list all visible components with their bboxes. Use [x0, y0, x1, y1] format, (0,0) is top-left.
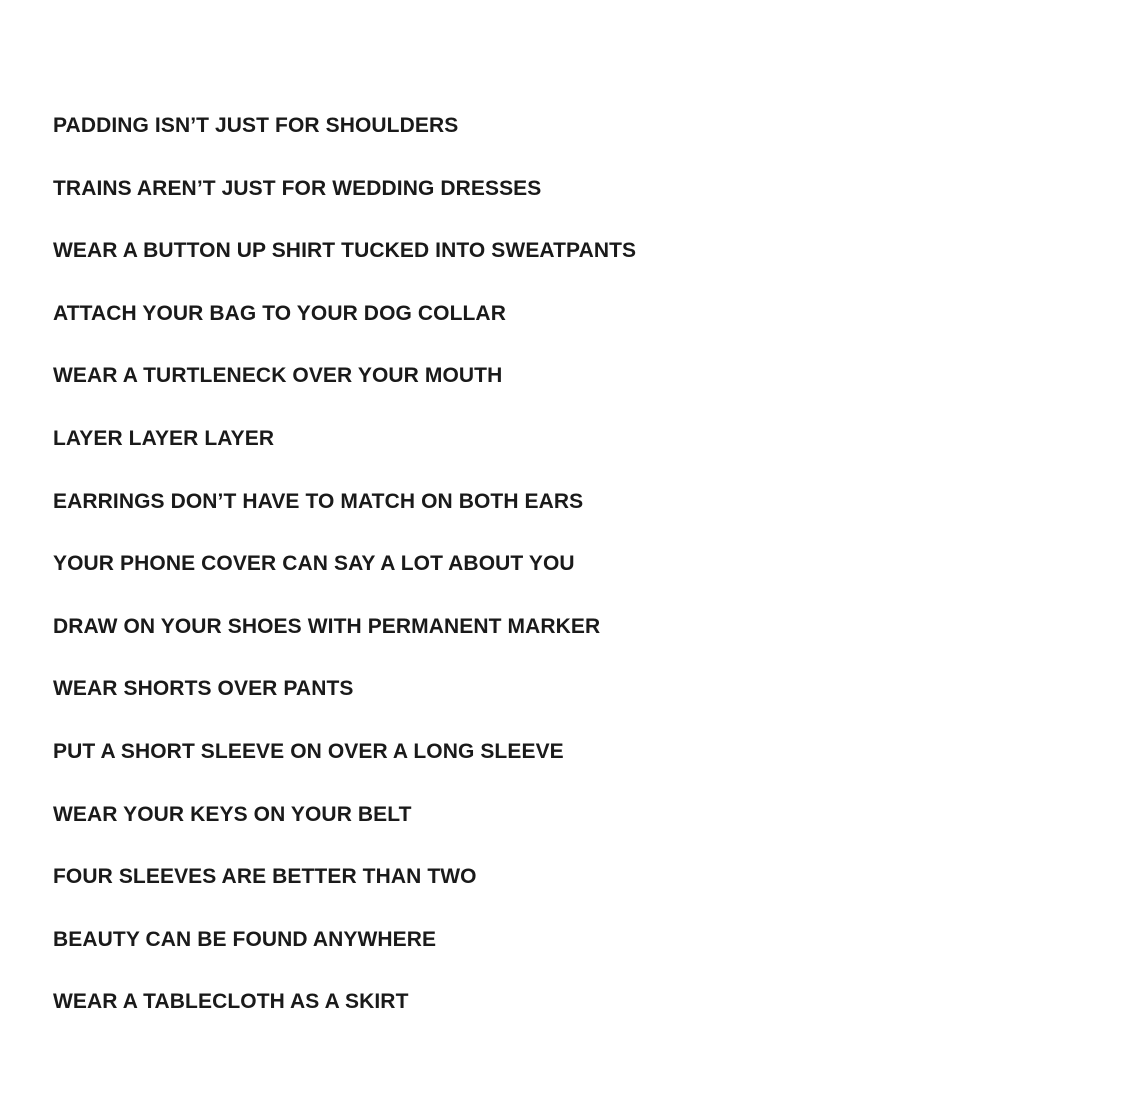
list-item: ATTACH YOUR BAG TO YOUR DOG COLLAR: [53, 301, 506, 325]
list-item: BEAUTY CAN BE FOUND ANYWHERE: [53, 927, 437, 951]
list-item: WEAR SHORTS OVER PANTS: [53, 677, 354, 701]
list-item: WEAR YOUR KEYS ON YOUR BELT: [53, 802, 412, 826]
list-item: DRAW ON YOUR SHOES WITH PERMANENT MARKER: [53, 614, 601, 638]
list-item: WEAR A TABLECLOTH AS A SKIRT: [53, 990, 409, 1014]
list-item: EARRINGS DON’T HAVE TO MATCH ON BOTH EARS: [53, 489, 584, 513]
list-item: TRAINS AREN’T JUST FOR WEDDING DRESSES: [53, 176, 542, 200]
list-item: WEAR A TURTLENECK OVER YOUR MOUTH: [53, 364, 503, 388]
tips-list: [53, 112, 636, 1051]
list-item: LAYER LAYER LAYER: [53, 426, 275, 450]
list-item: YOUR PHONE COVER CAN SAY A LOT ABOUT YOU: [53, 552, 575, 576]
list-item: FOUR SLEEVES ARE BETTER THAN TWO: [53, 865, 477, 889]
list-item: WEAR A BUTTON UP SHIRT TUCKED INTO SWEATPANTS: [53, 239, 637, 263]
list-item: PADDING ISN’T JUST FOR SHOULDERS: [53, 114, 459, 137]
list-item: PUT A SHORT SLEEVE ON OVER A LONG SLEEVE: [53, 739, 564, 763]
